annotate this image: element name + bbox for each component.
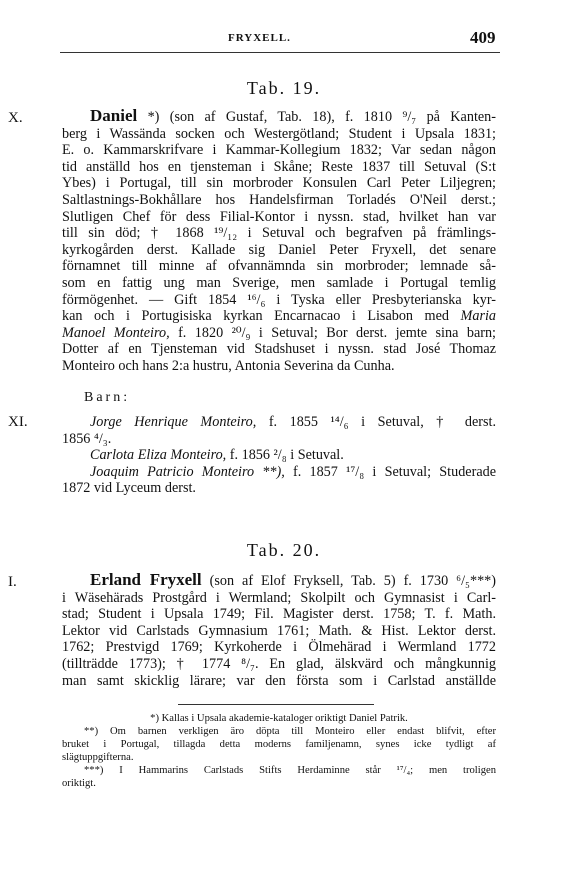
margin-number-xi: XI. [8, 414, 28, 430]
entry-line: som en fattig ung man Sverige, men samlade i Portugal temlig [62, 274, 496, 291]
child-name: Carlota Eliza Monteiro, [90, 447, 227, 464]
entry-line: till sin död; † 1868 ¹⁹/₁₂ i Setuval och begrafven på främlings- [62, 225, 496, 242]
child-entry: Jorge Henrique Monteiro, f. 1855 ¹⁴/₆ i Setuval, † derst. [90, 414, 497, 430]
entry-line: tid anställd hos en tjensteman i Skåne; Reste 1837 till Setuval (S:t [62, 158, 496, 175]
tab-20-heading: Tab. 20. [246, 540, 322, 560]
entry-line: Lektor vid Carlstads Gymnasium 1761; Math. & Hist. Lektor derst. [62, 622, 496, 639]
person-name: Erland Fryxell [90, 570, 202, 589]
entry-line: i Wäsehärads Prostgård i Wermland; Skolpilt och Gymnasist i Carl- [62, 589, 496, 606]
entry-line: Daniel *) (son af Gustaf, Tab. 18), f. 1810 ⁹/₇ på Kanten- [90, 106, 496, 125]
child-name: Jorge Henrique Monteiro, [90, 414, 257, 430]
entry-line: förmögenhet. — Gift 1854 ¹⁶/₆ i Tyska eller Presbyterianska kyr- [62, 291, 496, 308]
entry-line: Manoel Monteiro, f. 1820 ²⁰/₉ i Setuval; Bor derst. jemte sina barn; [62, 324, 496, 341]
entry-line: Monteiro och hans 2:a hustru, Antonia Severina da Cunha. [62, 357, 395, 374]
entry-line: E. o. Kammarskrifvare i Kammar-Kollegium 1832; Var sedan någon [62, 142, 496, 159]
margin-number-x: X. [8, 110, 23, 126]
children-label: Barn: [84, 390, 131, 405]
child-entry: Carlota Eliza Monteiro, f. 1856 ²/₈ i Setuval. [90, 447, 344, 464]
footnote: bruket i Portugal, tillagda detta moderns familjenamn, synes icke tydligt af [62, 739, 496, 750]
tab-19-heading: Tab. 19. [246, 78, 322, 98]
entry-erland [62, 572, 496, 689]
entry-line: (tillträdde 1773); † 1774 ⁸/₇. En glad, älskvärd och mångkunnig [62, 655, 496, 672]
entry-line: Dotter af en Tjensteman vid Stadshuset i nyssn. stad José Thomaz [62, 341, 496, 358]
entry-line: förnamnet till minne af ofvannämnda sin morbroder; lemnade så- [62, 258, 496, 275]
footnote: slägtuppgifterna. [62, 752, 134, 763]
header-rule [60, 52, 500, 53]
footnote-rule [178, 704, 374, 705]
entry-line: berg i Wassända socken och Westergötland; Student i Upsala 1831; [62, 125, 496, 142]
child-entry: Joaquim Patricio Monteiro **), f. 1857 ¹⁷/₈ i Setuval; Studerade [90, 463, 497, 480]
child-entry-cont: 1872 vid Lyceum derst. [62, 480, 196, 497]
entry-line: Slutligen Chef för dess Filial-Kontor i nyssn. stad, hvilket han var [62, 208, 496, 225]
page-number: 409 [470, 28, 496, 47]
person-name: Daniel [90, 106, 138, 125]
child-entry-cont: 1856 ⁴/₃. [62, 430, 112, 447]
footnote: oriktigt. [62, 778, 96, 789]
footnote: ***) I Hammarins Carlstads Stifts Herdaminne står ¹⁷/₄; men troligen [84, 765, 496, 776]
entry-line: Erland Fryxell (son af Elof Fryksell, Tab. 5) f. 1730 ⁶/₅***) [90, 570, 497, 589]
entry-daniel [62, 108, 496, 375]
wife-name-cont: Manoel Monteiro, [62, 324, 170, 341]
entry-line: Saltlastnings-Bokhållare hos Handelsfirman Torladés O'Neil derst.; [62, 191, 496, 208]
entry-line: stad; Student i Upsala 1749; Fil. Magister derst. 1758; T. f. Math. [62, 606, 496, 623]
footnote: *) Kallas i Upsala akademie-kataloger oriktigt Daniel Patrik. [150, 713, 408, 724]
entry-line: kyrkogården derst. Kallade sig Daniel Peter Fryxell, det senare [62, 241, 496, 258]
child-name: Joaquim Patricio Monteiro **), [90, 463, 285, 480]
running-title: FRYXELL. [228, 32, 291, 44]
margin-number-i: I. [8, 574, 17, 590]
entry-line: man samt skicklig lärare; var den första som i Carlstad anställde [62, 672, 496, 689]
footnotes [62, 712, 496, 790]
entry-line: Ybes) i Portugal, till sin morbroder Konsulen Carl Peter Liljegren; [62, 175, 496, 192]
children-list [62, 414, 496, 497]
entry-line: 1762; Prestvigd 1769; Kyrkoherde i Ölmehärad i Wermland 1772 [62, 639, 496, 656]
entry-line: kan och i Portugisiska kyrkan Encarnacao i Lisabon med Maria [62, 308, 497, 325]
wife-name: Maria [460, 308, 497, 325]
running-head [0, 28, 568, 50]
footnote: **) Om barnen verkligen äro döpta till Monteiro eller endast blifvit, efter [84, 726, 496, 737]
